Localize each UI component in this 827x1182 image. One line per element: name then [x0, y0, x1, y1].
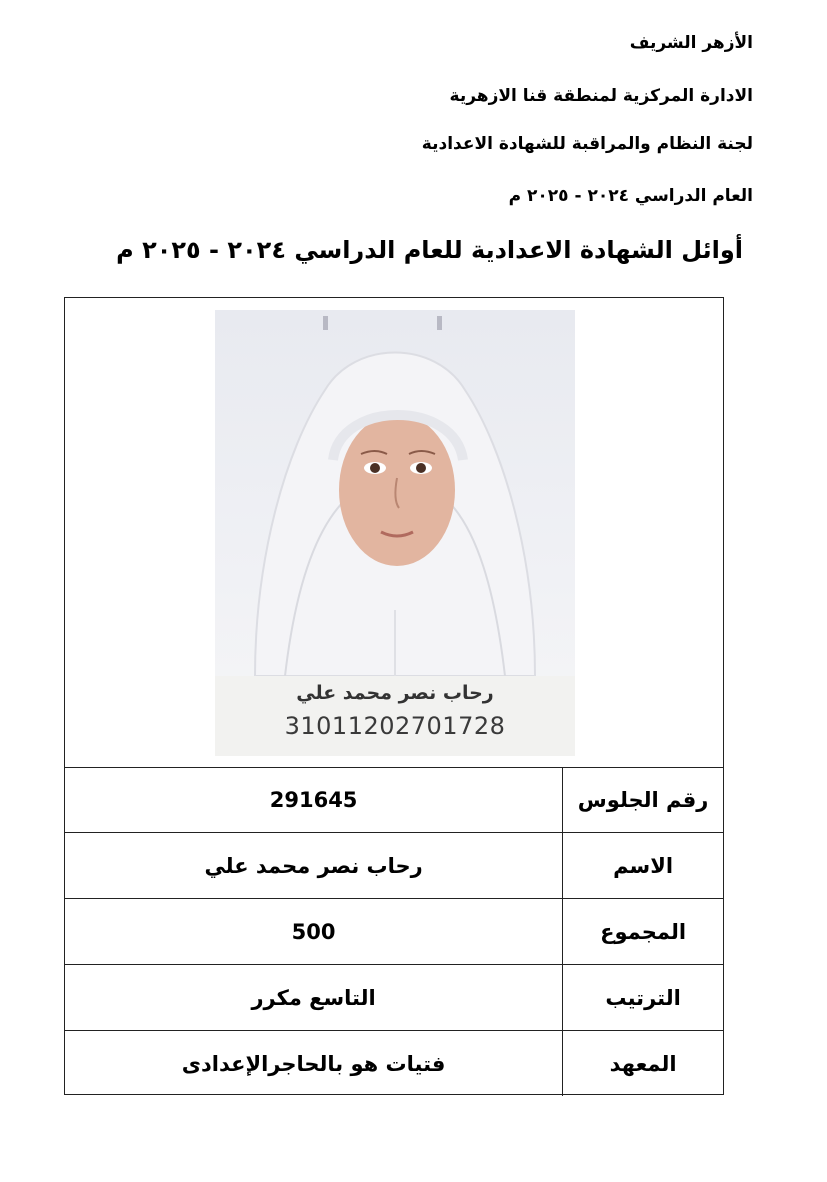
- total-value: 500: [65, 899, 563, 965]
- header-line-administration: الادارة المركزية لمنطقة قنا الازهرية: [449, 86, 753, 106]
- table-row: [65, 833, 723, 899]
- student-photo: [215, 310, 575, 756]
- total-label: المجموع: [563, 899, 723, 965]
- header-line-committee: لجنة النظام والمراقبة للشهادة الاعدادية: [421, 134, 753, 154]
- institute-label: المعهد: [563, 1031, 723, 1097]
- photo-caption-national-id: 31011202701728: [284, 712, 506, 740]
- table-row: [65, 965, 723, 1031]
- table-row: [65, 899, 723, 965]
- seat-number-label: رقم الجلوس: [563, 767, 723, 833]
- name-value: رحاب نصر محمد علي: [65, 833, 563, 899]
- institute-value: فتيات هو بالحاجرالإعدادى: [65, 1031, 563, 1097]
- rank-label: الترتيب: [563, 965, 723, 1031]
- seat-number-value: 291645: [269, 787, 358, 812]
- header-line-academic-year: العام الدراسي ٢٠٢٤ - ٢٠٢٥ م: [508, 186, 753, 206]
- student-card: [64, 297, 724, 1095]
- header-line-azhar: الأزهر الشريف: [629, 33, 753, 53]
- student-info-table: [65, 767, 723, 1096]
- page-title: أوائل الشهادة الاعدادية للعام الدراسي ٢٠٢٤ - ٢٠٢٥ م: [116, 236, 743, 264]
- name-label: الاسم: [563, 833, 723, 899]
- photo-cell: [65, 298, 723, 768]
- table-row: [65, 1031, 723, 1097]
- table-row: [65, 767, 723, 833]
- rank-value: التاسع مكرر: [65, 965, 563, 1031]
- photo-caption-name: رحاب نصر محمد علي: [296, 682, 494, 704]
